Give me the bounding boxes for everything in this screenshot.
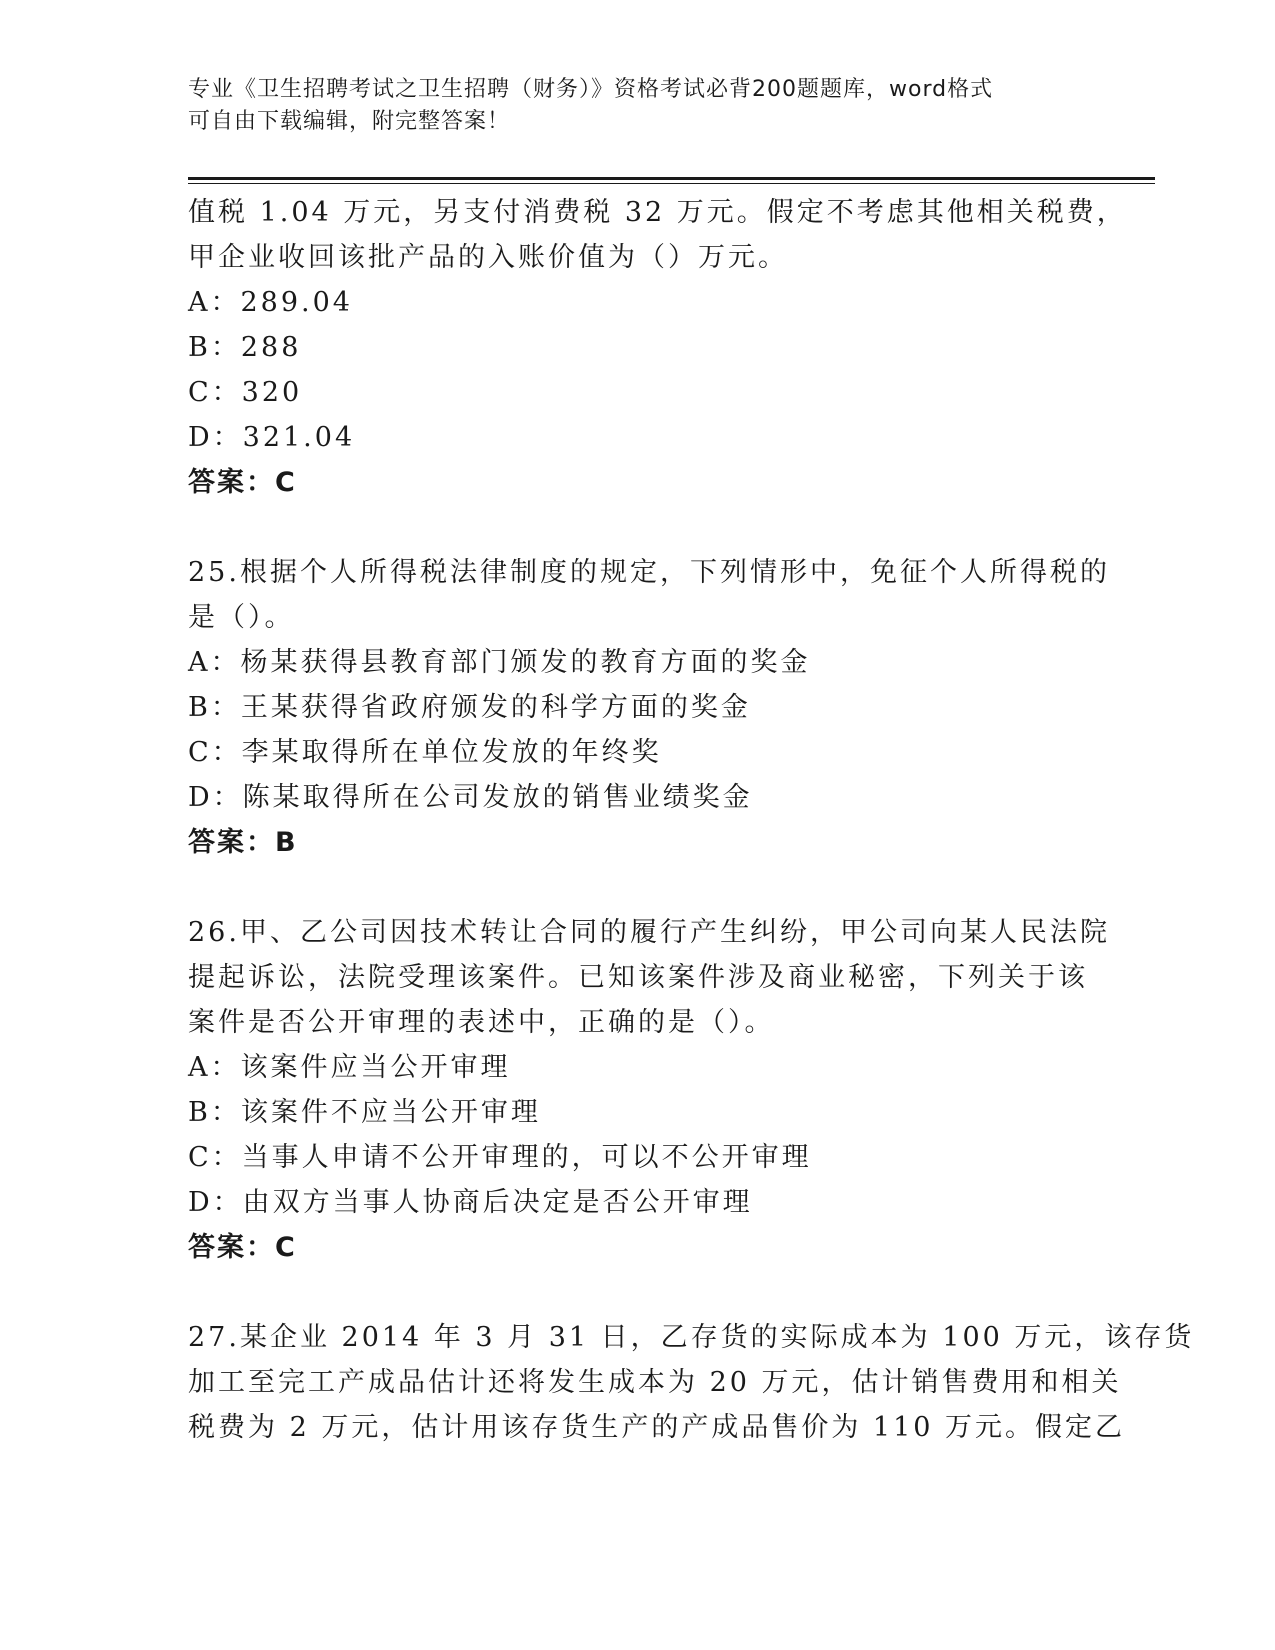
option-a: A：该案件应当公开审理 — [188, 1052, 511, 1083]
option-b: B：王某获得省政府颁发的科学方面的奖金 — [188, 692, 751, 723]
question-24 — [188, 190, 1127, 505]
option-c: C：李某取得所在单位发放的年终奖 — [188, 737, 662, 768]
answer-line: 答案：C — [188, 467, 297, 498]
option-a: A：289.04 — [188, 287, 353, 318]
question-stem-line: 25.根据个人所得税法律制度的规定，下列情形中，免征个人所得税的 — [188, 557, 1110, 588]
header-line-1: 专业《卫生招聘考试之卫生招聘（财务）》资格考试必背200题题库，word格式 — [188, 77, 994, 102]
option-d: D：由双方当事人协商后决定是否公开审理 — [188, 1187, 753, 1218]
question-stem-line: 值税 1.04 万元，另支付消费税 32 万元。假定不考虑其他相关税费， — [188, 197, 1127, 228]
header-divider-thin — [188, 183, 1155, 184]
spacer — [188, 865, 1088, 910]
question-stem-line: 是（）。 — [188, 602, 295, 633]
question-stem-line: 提起诉讼，法院受理该案件。已知该案件涉及商业秘密，下列关于该 — [188, 962, 1088, 993]
answer-line: 答案：B — [188, 827, 298, 858]
answer-line: 答案：C — [188, 1232, 297, 1263]
option-b: B：288 — [188, 332, 302, 363]
option-d: D：321.04 — [188, 422, 356, 453]
question-stem-line: 27.某企业 2014 年 3 月 31 日，乙存货的实际成本为 100 万元，该存货 — [188, 1322, 1195, 1353]
spacer — [188, 1270, 1088, 1315]
question-25 — [188, 550, 1110, 865]
question-stem-line: 案件是否公开审理的表述中，正确的是（）。 — [188, 1007, 775, 1038]
question-stem-line: 甲企业收回该批产品的入账价值为（）万元。 — [188, 242, 788, 273]
header-divider-thick — [188, 177, 1155, 180]
document-header — [188, 74, 1088, 138]
option-a: A：杨某获得县教育部门颁发的教育方面的奖金 — [188, 647, 811, 678]
option-d: D：陈某取得所在公司发放的销售业绩奖金 — [188, 782, 753, 813]
option-b: B：该案件不应当公开审理 — [188, 1097, 541, 1128]
question-stem-line: 加工至完工产成品估计还将发生成本为 20 万元，估计销售费用和相关 — [188, 1367, 1122, 1398]
question-27 — [188, 1315, 1195, 1450]
question-stem-line: 26.甲、乙公司因技术转让合同的履行产生纠纷，甲公司向某人民法院 — [188, 917, 1110, 948]
document-body — [188, 190, 1195, 1450]
option-c: C：当事人申请不公开审理的，可以不公开审理 — [188, 1142, 812, 1173]
option-c: C：320 — [188, 377, 303, 408]
question-26 — [188, 910, 1110, 1270]
spacer — [188, 505, 1088, 550]
header-line-2: 可自由下载编辑，附完整答案！ — [188, 109, 511, 134]
question-stem-line: 税费为 2 万元，估计用该存货生产的产成品售价为 110 万元。假定乙 — [188, 1412, 1126, 1443]
